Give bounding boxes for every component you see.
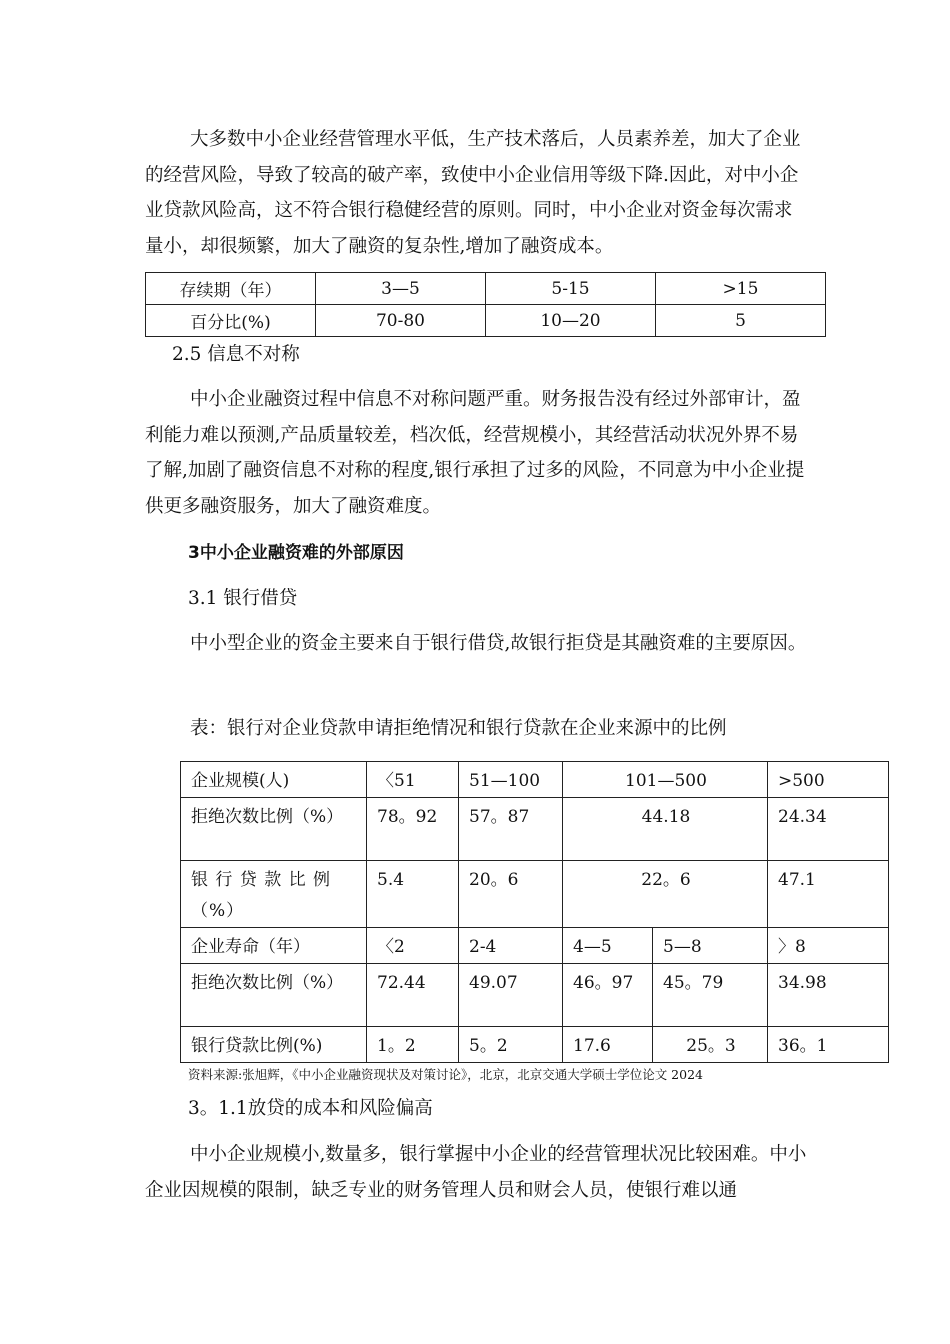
table-cell: 企业寿命（年） [181,928,367,964]
table-cell: 49.07 [459,964,563,1027]
table-cell: 5-15 [486,273,656,305]
table-cell: 10—20 [486,305,656,337]
table-cell: 5.4 [367,861,459,928]
duration-table [145,272,826,337]
table-cell: 拒绝次数比例（%） [181,798,367,861]
source-note: 资料来源:张旭辉，《中小企业融资现状及对策讨论》，北京，北京交通大学硕士学位论文 2024 [188,1066,703,1082]
table-row [181,928,889,964]
table-cell: 银行贷款比例(%) [181,1027,367,1063]
table-cell: 44.18 [563,798,768,861]
table-cell: 5 [656,305,826,337]
table-cell: 45。79 [653,964,768,1027]
table-cell: >15 [656,273,826,305]
table-cell: 1。2 [367,1027,459,1063]
table-cell: 4—5 [563,928,653,964]
paragraph-risk: 大多数中小企业经营管理水平低，生产技术落后，人员素养差，加大了企业的经营风险，导致了较高的破产率，致使中小企业信用等级下降.因此，对中小企业贷款风险高，这不符合银行稳健经营的原则。同时，中小企业对资金每次需求量小，却很频繁，加大了融资的复杂性,增加了融资成本。 [145,129,801,257]
table-cell: 46。97 [563,964,653,1027]
table-cell: 百分比(%) [146,305,316,337]
table-row [146,273,826,305]
table-cell: 〈2 [367,928,459,964]
table-row [181,762,889,798]
table-cell: 银 行 贷 款 比 例（%） [181,861,367,928]
table-cell: 20。6 [459,861,563,928]
heading-2-5: 2.5 信息不对称 [172,344,300,365]
table-cell: 78。92 [367,798,459,861]
table-cell: 5。2 [459,1027,563,1063]
table-cell: 17.6 [563,1027,653,1063]
table-row [181,861,889,928]
table-cell: 36。1 [768,1027,889,1063]
table-row [181,798,889,861]
table-cell: 70-80 [316,305,486,337]
table-cell: 22。6 [563,861,768,928]
table-cell: 存续期（年） [146,273,316,305]
paragraph-bank-loans: 中小型企业的资金主要来自于银行借贷,故银行拒贷是其融资难的主要原因。 [190,633,807,654]
table-cell: 51—100 [459,762,563,798]
table-cell: 3—5 [316,273,486,305]
paragraph-cost-risk: 中小企业规模小,数量多，银行掌握中小企业的经营管理状况比较困难。中小企业因规模的限制，缺乏专业的财务管理人员和财会人员，使银行难以通 [145,1144,807,1201]
table-cell: 72.44 [367,964,459,1027]
table-cell: 57。87 [459,798,563,861]
table-row [181,964,889,1027]
table-cell: 〉8 [768,928,889,964]
table-caption: 表：银行对企业贷款申请拒绝情况和银行贷款在企业来源中的比例 [190,718,727,739]
paragraph-info-asymmetry: 中小企业融资过程中信息不对称问题严重。财务报告没有经过外部审计，盈利能力难以预测,产品质量较差，档次低，经营规模小，其经营活动状况外界不易了解,加剧了融资信息不对称的程度,银行承担了过多的风险，不同意为中小企业提供更多融资服务，加大了融资难度。 [145,389,805,517]
table-cell: 5—8 [653,928,768,964]
table-row [146,305,826,337]
loan-rejection-table [180,761,889,1063]
table-cell: 24.34 [768,798,889,861]
table-cell: 2-4 [459,928,563,964]
table-cell: 25。3 [653,1027,768,1063]
table-cell: 101—500 [563,762,768,798]
heading-3: 3中小企业融资难的外部原因 [188,543,404,563]
table-cell: 拒绝次数比例（%） [181,964,367,1027]
table-cell: 34.98 [768,964,889,1027]
heading-3-1: 3.1 银行借贷 [188,588,298,609]
heading-3-1-1: 3。1.1放贷的成本和风险偏高 [188,1098,433,1119]
table-cell: 企业规模(人) [181,762,367,798]
table-cell: 〈51 [367,762,459,798]
table-cell: >500 [768,762,889,798]
table-cell: 47.1 [768,861,889,928]
table-row [181,1027,889,1063]
